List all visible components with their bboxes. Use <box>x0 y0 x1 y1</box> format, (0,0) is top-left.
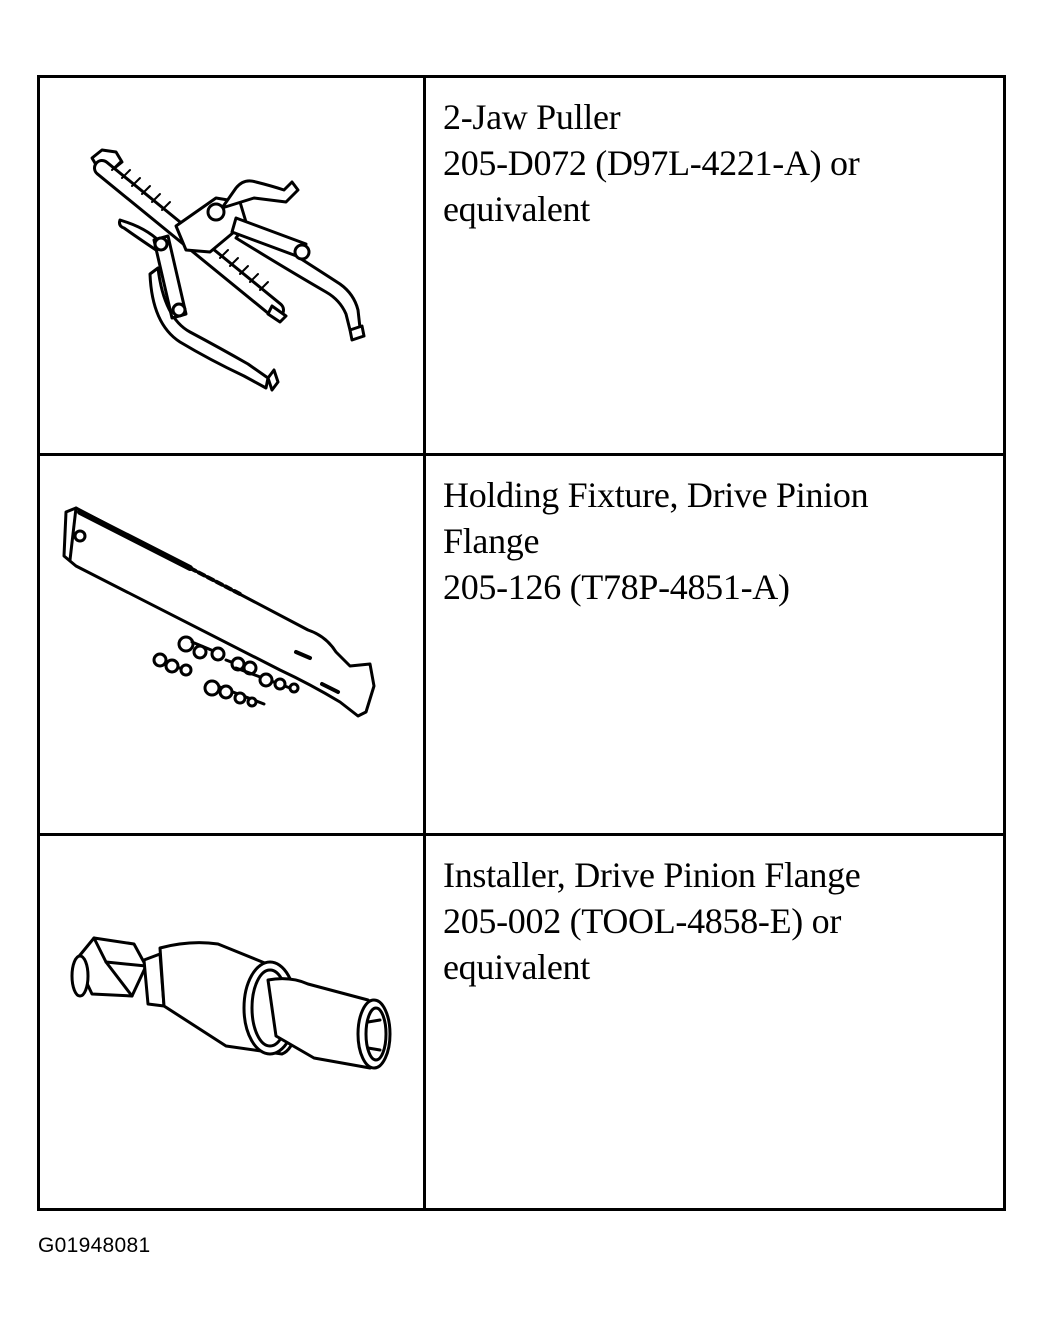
tool-description-cell <box>426 78 1003 453</box>
tool-part-number: 205-D072 (D97L-4221-A) or <box>443 143 860 183</box>
tool-illustration-cell <box>40 456 426 833</box>
tool-name-continued: Flange <box>443 521 540 561</box>
installer-illustration <box>40 836 426 1208</box>
tool-illustration-cell <box>40 78 426 453</box>
tool-note: equivalent <box>443 189 590 229</box>
tool-row-two-jaw-puller <box>40 78 1003 456</box>
tool-description-cell <box>426 456 1003 833</box>
tool-note: equivalent <box>443 947 590 987</box>
tool-part-number: 205-002 (TOOL-4858-E) or <box>443 901 842 941</box>
holding-fixture-illustration <box>40 456 423 833</box>
tool-row-holding-fixture <box>40 456 1003 836</box>
special-tools-table <box>37 75 1006 1211</box>
tool-illustration-cell <box>40 836 426 1208</box>
two-jaw-puller-illustration <box>40 78 423 453</box>
tool-description-cell <box>426 836 1003 1208</box>
tool-part-number: 205-126 (T78P-4851-A) <box>443 567 790 607</box>
tool-name: 2-Jaw Puller <box>443 97 621 137</box>
tool-name: Holding Fixture, Drive Pinion <box>443 475 869 515</box>
figure-id: G01948081 <box>38 1234 151 1257</box>
tool-row-installer <box>40 836 1003 1208</box>
tool-name: Installer, Drive Pinion Flange <box>443 855 861 895</box>
